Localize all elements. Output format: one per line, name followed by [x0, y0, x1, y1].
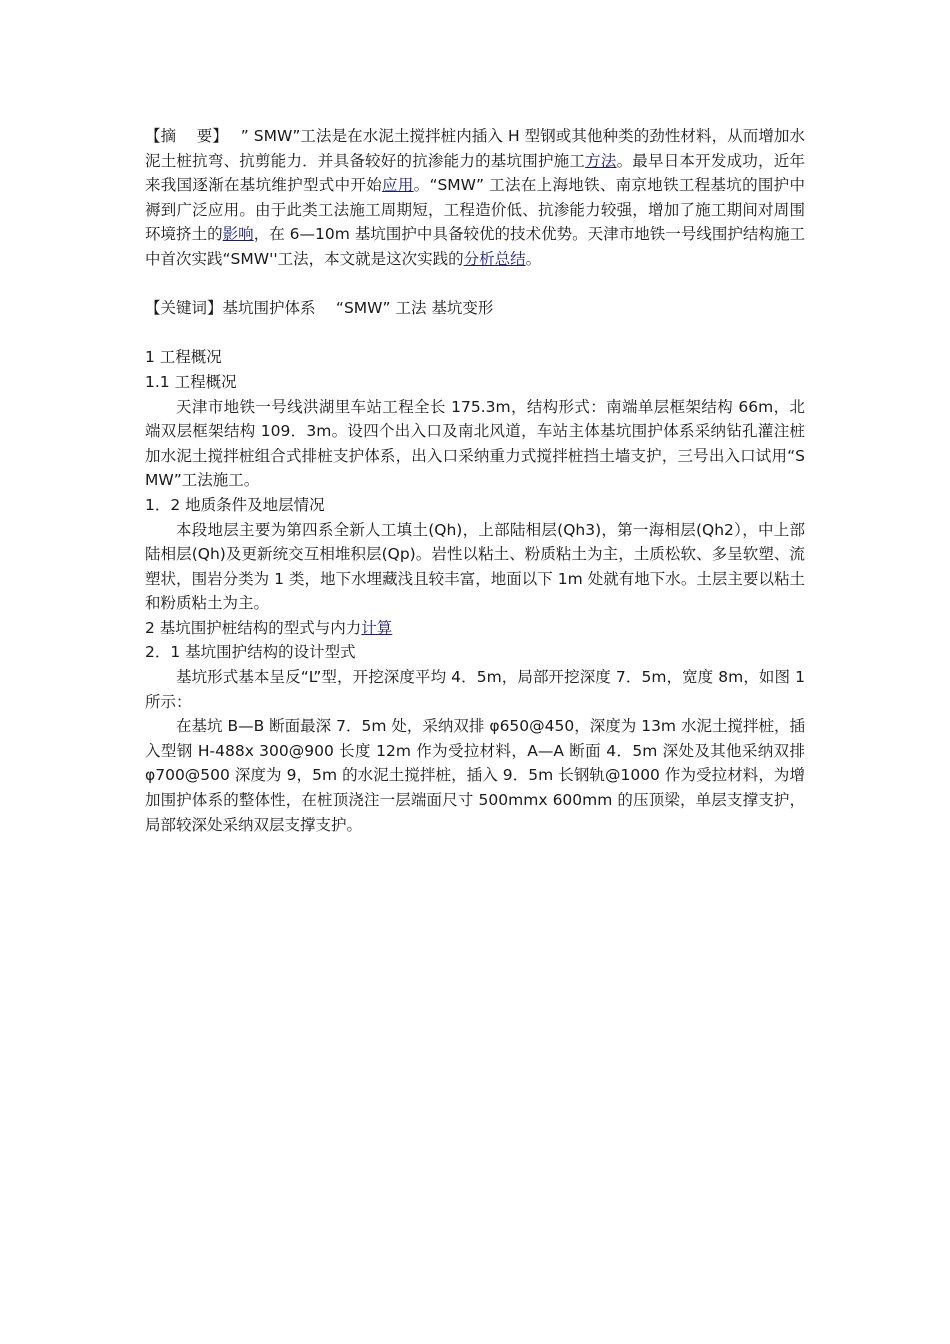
abstract-text: ，在 6—10m 基坑围护中具备较优的技术优势。天津市地铁一号线围护结构施工中首次实践“SMW''工法，本文就是这次实践的 [145, 225, 805, 268]
abstract-label: 【摘 要】 [145, 127, 221, 145]
link-analysis-summary[interactable]: 分析总结 [463, 249, 526, 268]
section-2-1-paragraph-1: 基坑形式基本呈反“L”型，开挖深度平均 4．5m，局部开挖深度 7．5m，宽度 8m，如图 1 所示： [145, 668, 805, 711]
keywords-line: 【关键词】基坑围护体系 “SMW” 工法 基坑变形 [145, 299, 494, 318]
spacer [145, 321, 805, 346]
document-body [145, 124, 805, 837]
abstract-text: 。最早日本开发成功，近年来我国逐渐在基坑维护型式中开始 [145, 151, 805, 195]
abstract-text: 。 [525, 249, 542, 268]
section-2-1-paragraph-2: 在基坑 B—B 断面最深 7．5m 处，采纳双排 φ650@450，深度为 13m 水泥土搅拌桩，插入型钢 H-488x 300@900 长度 12m 作为受拉材料，A—A 断面 4．5m 深处及其他采纳双排 φ700@500 深度为 9，5m 的水泥土搅拌桩，插入 9．5m 长钢轨@1000 作为受拉材料，为增加围护体系的整体性，在桩顶浇注一层端面尺寸 500mmx 600mm 的压顶梁，单层支撑支护，局部较深处采纳双层支撑支护。 [145, 717, 805, 834]
link-method[interactable]: 方法 [585, 151, 617, 170]
section-1-2-paragraph: 本段地层主要为第四系全新人工填土(Qh)，上部陆相层(Qh3)，第一海相层(Qh2），中上部陆相层(Qh)及更新统交互相堆积层(Qp)。岩性以粘土、粉质粘土为主，土质松软、多呈软塑、流塑状，围岩分类为 1 类，地下水埋藏浅且较丰富，地面以下 1m 处就有地下水。土层主要以粘土和粉质粘土为主。 [145, 520, 805, 613]
abstract-text: ” SMW”工法是在水泥土搅拌桩内插入 H 型钢或其他种类的劲性材料，从而增加水泥土桩抗弯、抗剪能力．并具备较好的抗渗能力的基坑围护施工 [145, 127, 805, 170]
section-1-1-paragraph: 天津市地铁一号线洪湖里车站工程全长 175.3m，结构形式：南端单层框架结构 66m，北端双层框架结构 109．3m。设四个出入口及南北风道，车站主体基坑围护体系采纳钻孔灌注桩加水泥土搅拌桩组合式排桩支护体系，出入口采纳重力式搅拌桩挡土墙支护，三号出入口试用“SMW”工法施工。 [145, 397, 805, 490]
abstract-paragraph [145, 124, 805, 272]
abstract-text: 。“SMW” 工法在上海地铁、南京地铁工程基坑的围护中褥到广泛应用。由于此类工法施工周期短，工程造价低、抗渗能力较强，增加了施工期间对周围环境挤土的 [145, 176, 805, 244]
link-impact[interactable]: 影响 [222, 225, 254, 244]
section-1-2-heading: 1．2 地质条件及地层情况 [145, 495, 325, 514]
link-calculation[interactable]: 计算 [361, 618, 393, 637]
section-1-1-heading: 1.1 工程概况 [145, 372, 237, 391]
section-2-heading-text: 2 基坑围护桩结构的型式与内力 [145, 618, 362, 637]
link-application[interactable]: 应用 [382, 176, 414, 195]
section-2-heading [145, 616, 805, 641]
section-1-heading: 1 工程概况 [145, 348, 222, 367]
spacer [145, 272, 805, 297]
section-2-1-heading: 2．1 基坑围护结构的设计型式 [145, 643, 356, 662]
